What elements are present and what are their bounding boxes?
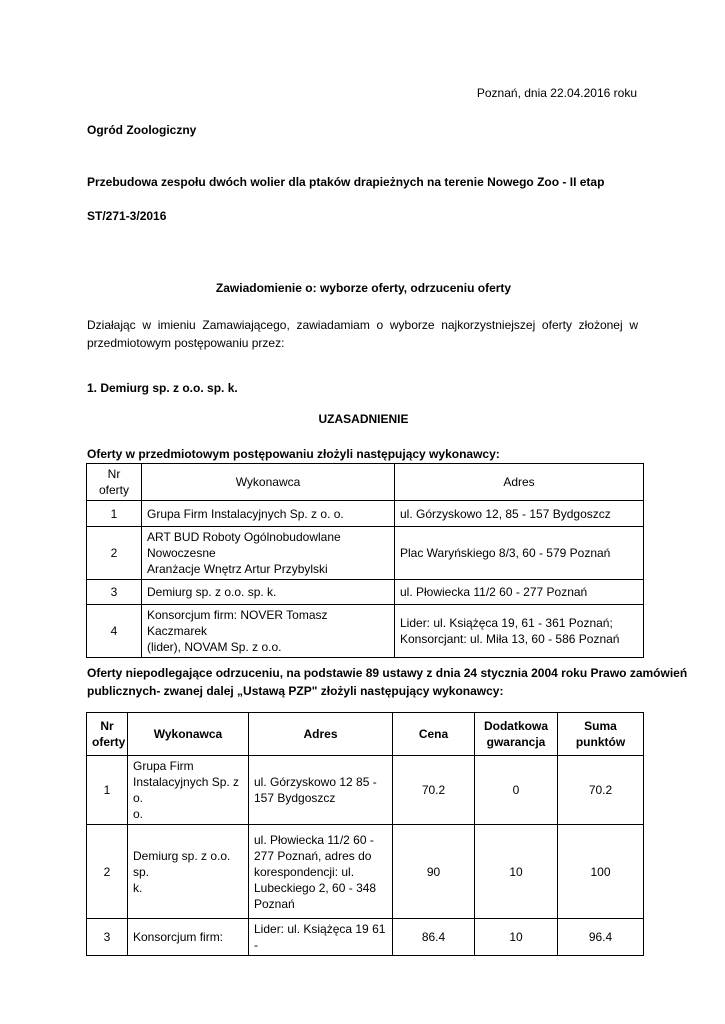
address-line: Lider: ul. Książęca 19 61 - <box>254 922 386 952</box>
header-nr-line: Nr <box>100 719 114 733</box>
cell-nr: 1 <box>87 756 128 825</box>
address-line: ul. Płowiecka 11/2 60 - <box>254 832 374 847</box>
contractor-line: o. <box>133 807 144 821</box>
header-nr: Nr oferty <box>87 464 142 501</box>
table1-caption: Oferty w przedmiotowym postępowaniu złożyli następujący wykonawcy: <box>87 447 500 461</box>
header-nr-line: oferty <box>92 735 126 749</box>
address-line: Lider: ul. Książęca 19, 61 - 361 Poznań; <box>400 616 613 630</box>
table-row <box>87 919 644 956</box>
cell-price: 86.4 <box>393 919 475 956</box>
header-nr <box>87 713 128 756</box>
address-line: 157 Bydgoszcz <box>254 791 336 805</box>
cell-contractor <box>142 501 395 527</box>
table-row <box>87 825 644 919</box>
cell-address <box>249 919 393 956</box>
table-row <box>87 580 644 605</box>
contractor-line: Grupa Firm <box>133 759 194 773</box>
cell-address <box>395 501 644 527</box>
cell-contractor <box>128 825 249 919</box>
cell-address <box>249 825 393 919</box>
cell-contractor <box>142 527 395 580</box>
cell-nr: 2 <box>87 527 142 580</box>
contractor-line: Grupa Firm Instalacyjnych Sp. z o. o. <box>147 506 344 521</box>
contractor-line: Konsorcjum firm: <box>133 930 224 944</box>
intro-line-2: przedmiotowym postępowaniu przez: <box>87 336 285 350</box>
address-line: Lubeckiego 2, 60 - 348 <box>254 880 377 895</box>
cell-nr: 1 <box>87 501 142 527</box>
cell-total: 100 <box>558 825 644 919</box>
header-contractor: Wykonawca <box>128 713 249 756</box>
contractor-line: k. <box>133 880 143 895</box>
cell-contractor <box>128 919 249 956</box>
header-contractor: Wykonawca <box>142 464 395 501</box>
cell-warranty: 0 <box>475 756 558 825</box>
notice-title: Zawiadomienie o: wyborze oferty, odrzuceniu oferty <box>215 281 512 295</box>
contractor-line: Instalacyjnych Sp. z o. <box>133 775 240 805</box>
cell-warranty: 10 <box>475 919 558 956</box>
intro-line-1: Działając w imieniu Zamawiającego, zawiadamiam o wyborze najkorzystniejszej oferty złożonej w <box>87 318 638 332</box>
address-line: 277 Poznań, adres do <box>254 848 372 863</box>
header-price: Cena <box>393 713 475 756</box>
header-warranty-line: Dodatkowa <box>483 719 548 733</box>
cell-price: 90 <box>393 825 475 919</box>
cell-warranty: 10 <box>475 825 558 919</box>
table-row <box>87 605 644 658</box>
cell-total: 70.2 <box>558 756 644 825</box>
date-line: Poznań, dnia 22.04.2016 roku <box>476 86 637 100</box>
table2-caption-line-1: Oferty niepodlegające odrzuceniu, na podstawie 89 ustawy z dnia 24 stycznia 2004 roku Prawo zamówień <box>87 666 688 680</box>
contractor-line: Demiurg sp. z o.o. sp. k. <box>147 585 277 599</box>
table2-caption-line-2: publicznych- zwanej dalej „Ustawą PZP" złożyli następujący wykonawcy: <box>87 684 504 698</box>
justification-heading: UZASADNIENIE <box>318 412 409 426</box>
offers-table <box>86 463 644 658</box>
address-line: Konsorcjant: ul. Miła 13, 60 - 586 Poznań <box>400 632 620 646</box>
cell-nr: 3 <box>87 580 142 605</box>
header-address: Adres <box>249 713 393 756</box>
contractor-line: ART BUD Roboty Ogólnobudowlane Nowoczesne <box>147 530 341 560</box>
cell-nr: 4 <box>87 605 142 658</box>
contractor-line: Aranżacje Wnętrz Artur Przybylski <box>147 562 328 576</box>
table-row <box>87 756 644 825</box>
cell-nr: 3 <box>87 919 128 956</box>
cell-contractor <box>142 605 395 658</box>
header-warranty-line: gwarancja <box>486 735 546 749</box>
cell-contractor <box>142 580 395 605</box>
address-line: ul. Płowiecka 11/2 60 - 277 Poznań <box>400 585 588 599</box>
contractor-line: Konsorcjum firm: NOVER Tomasz Kaczmarek <box>147 608 328 638</box>
selected-offer: 1. Demiurg sp. z o.o. sp. k. <box>87 381 238 395</box>
cell-address <box>249 756 393 825</box>
cell-nr: 2 <box>87 825 128 919</box>
header-total: Suma punktów <box>558 713 644 756</box>
cell-address <box>395 527 644 580</box>
address-line: Poznań <box>254 896 295 911</box>
address-line: Plac Waryńskiego 8/3, 60 - 579 Poznań <box>400 546 611 560</box>
header-address: Adres <box>395 464 644 501</box>
address-line: korespondencji: ul. <box>254 864 355 879</box>
table-header-row <box>87 713 644 756</box>
table-header-row <box>87 464 644 501</box>
address-line: ul. Górzyskowo 12, 85 - 157 Bydgoszcz <box>400 506 611 521</box>
cell-total: 96.4 <box>558 919 644 956</box>
cell-address <box>395 580 644 605</box>
valid-offers-table <box>86 712 644 956</box>
cell-price: 70.2 <box>393 756 475 825</box>
header-warranty <box>475 713 558 756</box>
contractor-line: Demiurg sp. z o.o. sp. <box>133 848 231 879</box>
reference-number: ST/271-3/2016 <box>87 209 167 223</box>
contractor-line: (lider), NOVAM Sp. z o.o. <box>147 640 282 654</box>
institution-name: Ogród Zoologiczny <box>87 123 197 137</box>
address-line: ul. Górzyskowo 12 85 - <box>254 775 377 789</box>
table-row <box>87 501 644 527</box>
cell-contractor <box>128 756 249 825</box>
tender-subject: Przebudowa zespołu dwóch wolier dla ptaków drapieżnych na terenie Nowego Zoo - II etap <box>87 175 605 189</box>
table-row <box>87 527 644 580</box>
cell-address <box>395 605 644 658</box>
